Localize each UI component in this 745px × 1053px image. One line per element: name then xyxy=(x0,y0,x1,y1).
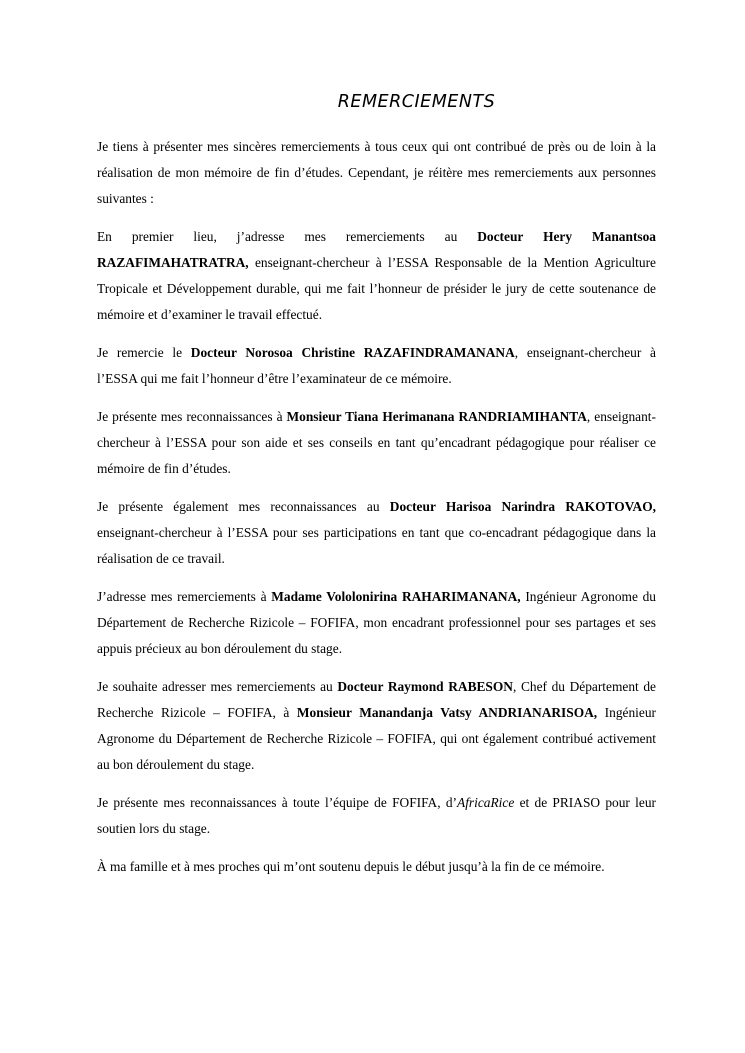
text-segment: Je présente mes reconnaissances à xyxy=(97,409,287,424)
paragraph-jury-president xyxy=(97,224,656,328)
paragraph-intro-text: Je tiens à présenter mes sincères remerciements à tous ceux qui ont contribué de près ou de loin à la réalisation de mon mémoire de fin d’études. Cependant, je réitère mes remerciements aux personnes suivantes : xyxy=(97,139,656,206)
person-name: Docteur Hery Manantsoa RAZAFIMAHATRATRA, xyxy=(97,229,657,270)
paragraph-department xyxy=(97,674,656,778)
person-name: Docteur Norosoa Christine RAZAFINDRAMANANA xyxy=(190,345,515,360)
paragraph-family xyxy=(97,854,656,880)
paragraph-team xyxy=(97,790,656,842)
text-segment: Ingénieur Agronome du Département de Recherche Rizicole – FOFIFA, mon encadrant professionnel pour ses partages et ses appuis précieux au bon déroulement du stage. xyxy=(97,589,656,656)
text-segment: Je remercie le xyxy=(97,345,191,360)
text-segment: enseignant-chercheur à l’ESSA pour ses participations en tant que co-encadrant pédagogique dans la réalisation de ce travail. xyxy=(97,525,656,566)
paragraph-intro xyxy=(97,134,656,212)
paragraph-professional-supervisor xyxy=(97,584,656,662)
person-name: Docteur Harisoa Narindra RAKOTOVAO, xyxy=(389,499,656,514)
organization-name: AfricaRice xyxy=(457,795,515,810)
paragraph-family-text: À ma famille et à mes proches qui m’ont soutenu depuis le début jusqu’à la fin de ce mémoire. xyxy=(97,859,605,874)
page-title: REMERCIEMENTS xyxy=(337,92,496,112)
text-segment: Je souhaite adresser mes remerciements au xyxy=(97,679,338,694)
text-segment: Ingénieur Agronome du Département de Recherche Rizicole – FOFIFA, qui ont également contribué activement au bon déroulement du stage. xyxy=(97,705,656,772)
text-segment: enseignant-chercheur à l’ESSA Responsable de la Mention Agriculture Tropicale et Développement durable, qui me fait l’honneur de présider le jury de cette soutenance de mémoire et d’examiner le travail effectué. xyxy=(97,255,656,322)
text-segment: , enseignant-chercheur à l’ESSA pour son aide et ses conseils en tant qu’encadrant pédagogique pour réaliser ce mémoire de fin d’études. xyxy=(97,409,656,476)
text-segment: Je présente mes reconnaissances à toute l’équipe de FOFIFA, d’ xyxy=(97,795,458,810)
person-name: Monsieur Manandanja Vatsy ANDRIANARISOA, xyxy=(296,705,598,720)
paragraph-examiner xyxy=(97,340,656,392)
paragraph-supervisor xyxy=(97,404,656,482)
text-segment: , enseignant-chercheur à l’ESSA qui me fait l’honneur d’être l’examinateur de ce mémoire. xyxy=(97,345,656,386)
person-name: Docteur Raymond RABESON xyxy=(337,679,513,694)
text-segment: et de PRIASO pour leur soutien lors du stage. xyxy=(97,795,656,836)
text-segment: En premier lieu, j’adresse mes remerciements au xyxy=(97,229,478,244)
text-segment: J’adresse mes remerciements à xyxy=(97,589,272,604)
person-name: Monsieur Tiana Herimanana RANDRIAMIHANTA xyxy=(286,409,587,424)
text-segment: , Chef du Département de Recherche Rizicole – FOFIFA, à xyxy=(97,679,656,720)
text-segment: Je présente également mes reconnaissances au xyxy=(97,499,390,514)
person-name: Madame Vololonirina RAHARIMANANA, xyxy=(271,589,521,604)
paragraph-co-supervisor xyxy=(97,494,656,572)
